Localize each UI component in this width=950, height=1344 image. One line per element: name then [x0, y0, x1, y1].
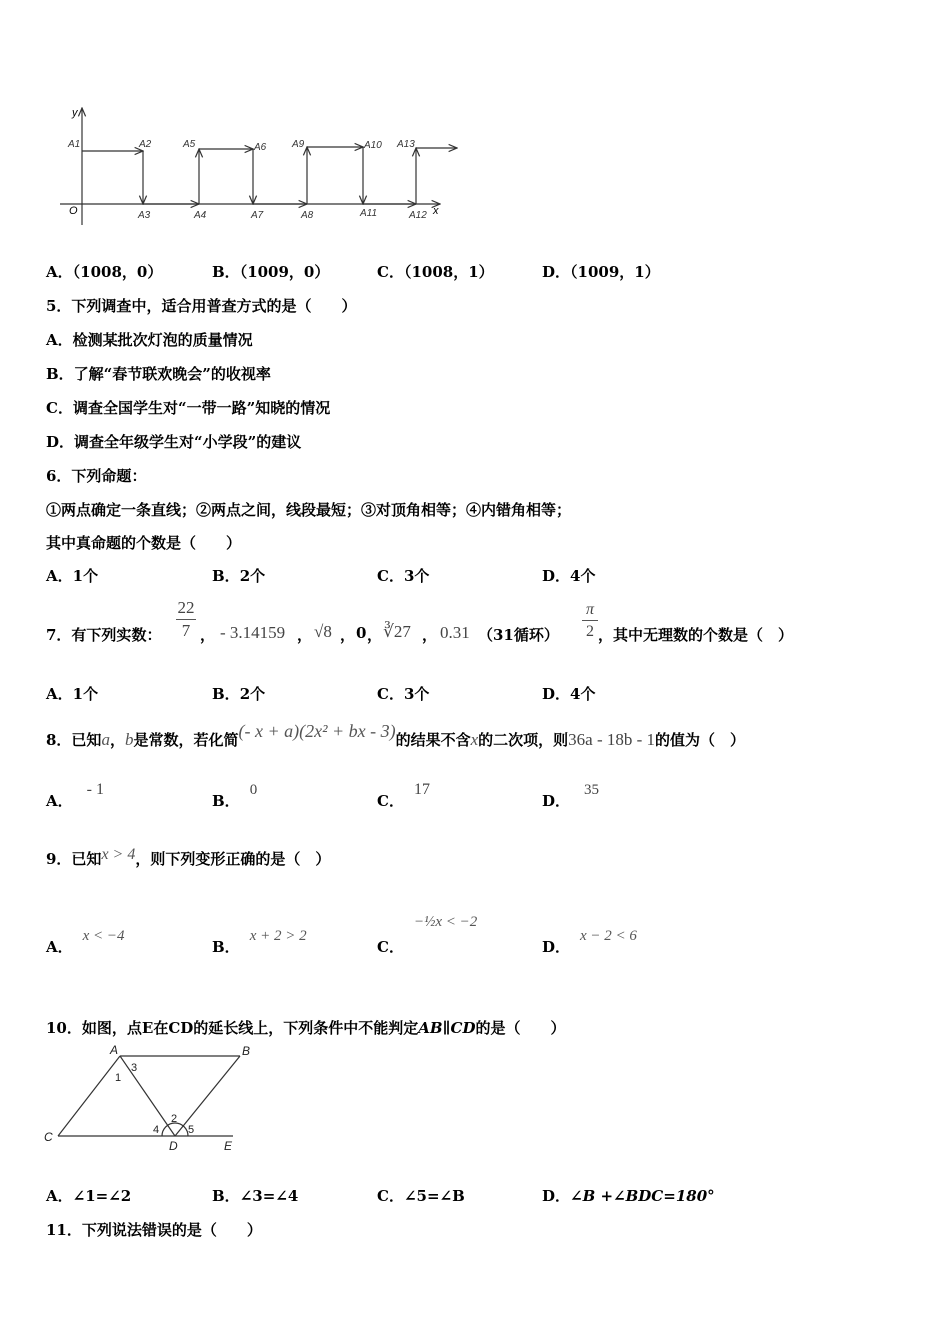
- x-axis-label: x: [433, 205, 439, 217]
- q6-option-c[interactable]: C．3个: [377, 567, 430, 585]
- q8-option-b[interactable]: B．0: [212, 782, 258, 810]
- step-path-figure: [55, 100, 475, 230]
- angle-label-2: 2: [171, 1113, 178, 1125]
- q7-sep-3: ，: [340, 626, 356, 644]
- point-label-a7: A7: [251, 210, 264, 221]
- q8-stem: 8．已知a，b是常数，若化简(- x + a)(2x² + bx - 3)的结果不含x的二次项，则36a - 18b - 1的值为（ ）: [46, 721, 746, 749]
- q7-pi: π: [585, 601, 594, 618]
- angle-label-5: 5: [188, 1124, 195, 1136]
- q10-option-c[interactable]: C．∠5=∠B: [377, 1187, 465, 1205]
- q8-expression-2: 36a - 18b - 1: [568, 730, 656, 749]
- q6-option-b[interactable]: B．2个: [212, 567, 266, 585]
- q7-frac-den: 7: [181, 621, 191, 640]
- point-label-a4: A4: [194, 210, 207, 221]
- angle-label-4: 4: [153, 1124, 160, 1136]
- q9-option-b[interactable]: B．x + 2 > 2: [212, 928, 307, 956]
- q7-fraction: [174, 598, 198, 641]
- q9-option-c[interactable]: C．−½x < −2: [377, 914, 478, 956]
- q7-frac-num: 22: [177, 598, 195, 617]
- q6-option-a[interactable]: A．1个: [46, 567, 99, 585]
- q5-option-d[interactable]: D．调查全年级学生对“小学段”的建议: [46, 433, 302, 451]
- q7-pi-fraction: [580, 600, 600, 641]
- point-label-a1: A1: [68, 139, 81, 150]
- q7-num-3: √8: [314, 622, 332, 641]
- q10-stem: 10．如图，点E在CD的延长线上，下列条件中不能判定AB∥CD的是（ ）: [46, 1019, 566, 1037]
- q10-option-d[interactable]: D．∠B +∠BDC=180°: [542, 1187, 715, 1205]
- q9-stem: 9．已知x > 4，则下列变形正确的是（ ）: [46, 846, 331, 868]
- q6-stem: 6．下列命题：: [46, 467, 147, 485]
- point-label-a11: A11: [360, 208, 378, 219]
- y-axis-label: y: [72, 107, 78, 119]
- q7-num-5: ∛27: [383, 622, 411, 641]
- point-label-a3: A3: [138, 210, 151, 221]
- point-label-a8: A8: [301, 210, 314, 221]
- step-path: [82, 147, 457, 204]
- q6-ask: 其中真命题的个数是（ ）: [46, 534, 242, 552]
- q7-sep-4: ，: [367, 626, 383, 644]
- q5-stem: 5．下列调查中，适合用普查方式的是（ ）: [46, 297, 357, 315]
- q8-option-c[interactable]: C．17: [377, 781, 430, 810]
- q5-option-a[interactable]: A．检测某批次灯泡的质量情况: [46, 331, 253, 349]
- point-label-a12: A12: [409, 210, 427, 221]
- q4-option-a[interactable]: A．（1008，0）: [46, 263, 163, 281]
- point-label-a9: A9: [292, 139, 305, 150]
- q7-num-2: - 3.14159: [220, 623, 286, 642]
- figure-label-c: C: [44, 1130, 53, 1144]
- q7-option-b[interactable]: B．2个: [212, 685, 266, 703]
- q8-expression: (- x + a)(2x² + bx - 3): [238, 721, 396, 741]
- q7-prefix: 7．有下列实数：: [46, 626, 162, 644]
- q5-option-c[interactable]: C．调查全国学生对“一带一路”知晓的情况: [46, 399, 331, 417]
- q4-option-d[interactable]: D．（1009，1）: [542, 263, 660, 281]
- q7-sep-5: ，: [422, 626, 438, 644]
- q7-num-4: 0: [356, 624, 367, 642]
- point-label-a13: A13: [397, 139, 415, 150]
- q6-propositions: ①两点确定一条直线；②两点之间，线段最短；③对顶角相等；④内错角相等；: [46, 501, 572, 519]
- figure-label-e: E: [224, 1139, 233, 1153]
- q9-condition: x > 4: [101, 846, 136, 863]
- q10-option-b[interactable]: B．∠3=∠4: [212, 1187, 299, 1205]
- parallelogram-figure: [40, 1044, 250, 1156]
- q4-option-c[interactable]: C．（1008，1）: [377, 263, 494, 281]
- figure-label-a: A: [110, 1044, 119, 1057]
- q7-num-6-note: （31循环）: [478, 626, 559, 644]
- point-label-a5: A5: [183, 139, 196, 150]
- origin-label: O: [69, 205, 78, 217]
- q10-option-a[interactable]: A．∠1=∠2: [46, 1187, 132, 1205]
- q4-option-b[interactable]: B．（1009，0）: [212, 263, 330, 281]
- q11-stem: 11．下列说法错误的是（ ）: [46, 1221, 262, 1239]
- q7-option-d[interactable]: D．4个: [542, 685, 596, 703]
- angle-label-1: 1: [115, 1072, 122, 1084]
- point-label-a10: A10: [364, 140, 382, 151]
- q7-option-c[interactable]: C．3个: [377, 685, 430, 703]
- q8-option-a[interactable]: A．- 1: [46, 781, 104, 810]
- figure-label-b: B: [242, 1044, 250, 1058]
- point-label-a2: A2: [139, 139, 152, 150]
- q9-option-a[interactable]: A．x < −4: [46, 928, 125, 956]
- q7-sep-1: ，: [200, 626, 216, 644]
- q6-option-d[interactable]: D．4个: [542, 567, 596, 585]
- q7-pi-den: 2: [586, 623, 594, 640]
- q5-option-b[interactable]: B．了解“春节联欢晚会”的收视率: [46, 365, 271, 383]
- q9-option-d[interactable]: D．x − 2 < 6: [542, 928, 637, 956]
- q8-option-d[interactable]: D．35: [542, 782, 600, 810]
- point-label-a6: A6: [254, 142, 267, 153]
- angle-label-3: 3: [131, 1062, 138, 1074]
- figure-label-d: D: [169, 1139, 178, 1153]
- q7-num-6: 0.31: [440, 623, 470, 642]
- q7-suffix: ，其中无理数的个数是（ ）: [598, 626, 794, 644]
- q7-sep-2: ，: [297, 626, 313, 644]
- q7-option-a[interactable]: A．1个: [46, 685, 99, 703]
